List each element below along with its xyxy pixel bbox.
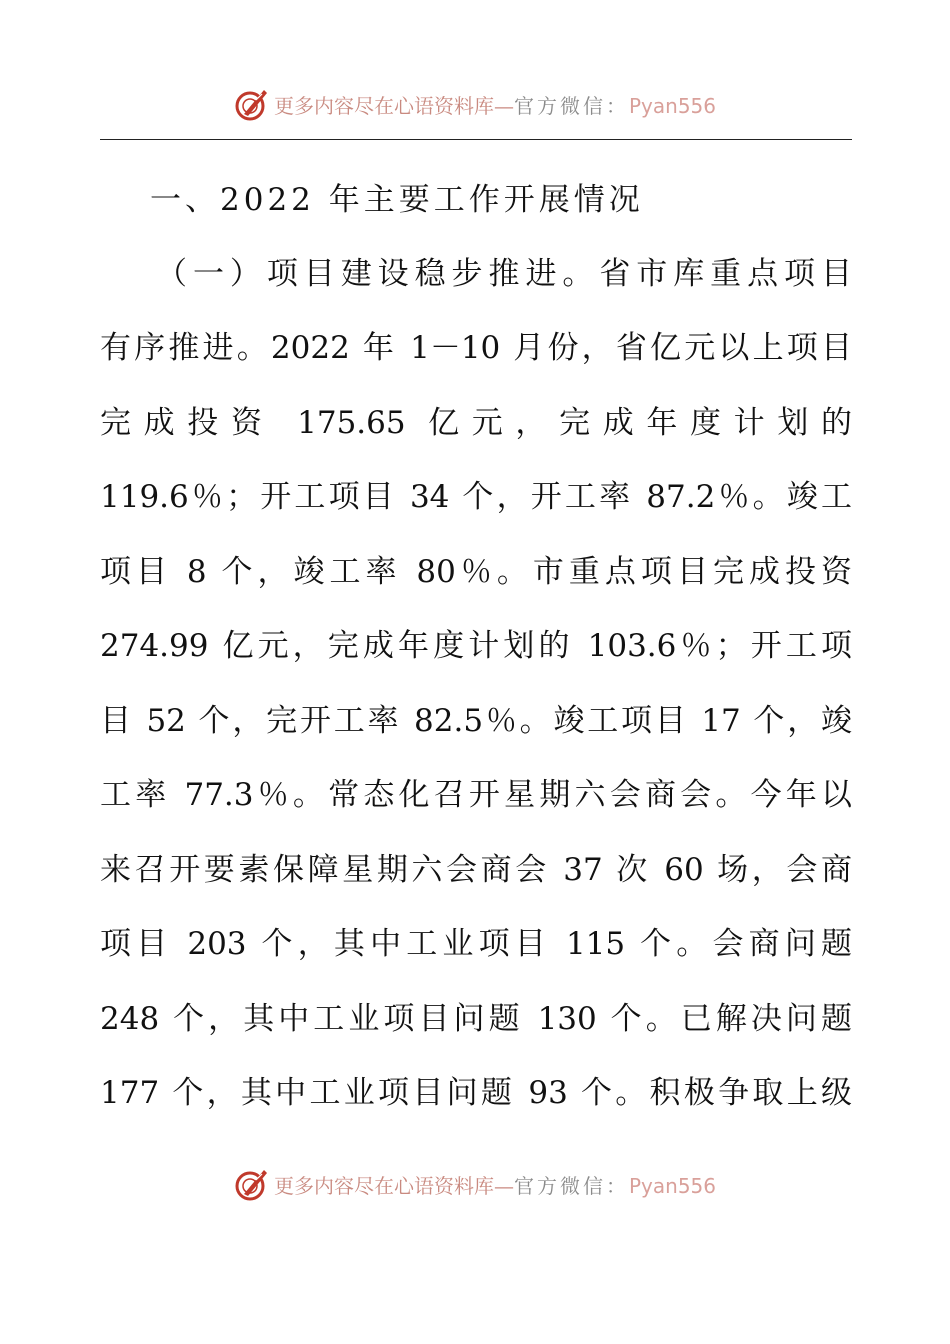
paragraph-line: 完成投资 175.65 亿元，完成年度计划的 bbox=[100, 405, 852, 441]
quill-pen-logo-icon bbox=[234, 1166, 270, 1202]
section-heading: 一、2022 年主要工作开展情况 bbox=[150, 182, 644, 218]
banner-site-text: 更多内容尽在心语资料库— bbox=[273, 1173, 514, 1198]
paragraph-line: 有序推进。2022 年 1－10 月份，省亿元以上项目 bbox=[100, 330, 852, 366]
banner-site-text: 更多内容尽在心语资料库— bbox=[273, 93, 514, 118]
paragraph-line: 177 个，其中工业项目问题 93 个。积极争取上级 bbox=[100, 1075, 852, 1111]
paragraph-line: 工率 77.3％。常态化召开星期六会商会。今年以 bbox=[100, 777, 852, 813]
paragraph-line: 来召开要素保障星期六会商会 37 次 60 场，会商 bbox=[100, 852, 852, 888]
paragraph-line: 274.99 亿元，完成年度计划的 103.6％；开工项 bbox=[100, 628, 852, 664]
banner-wechat-id: Pyan556 bbox=[628, 1173, 716, 1198]
paragraph-line: 119.6％；开工项目 34 个，开工率 87.2％。竣工 bbox=[100, 479, 852, 515]
banner-wechat-label: 官方微信： bbox=[513, 1173, 629, 1198]
header-divider bbox=[100, 139, 852, 140]
paragraph-line: 项目 203 个，其中工业项目 115 个。会商问题 bbox=[100, 926, 852, 962]
footer-banner bbox=[0, 1162, 950, 1206]
banner-text bbox=[274, 1170, 716, 1199]
paragraph-line: 248 个，其中工业项目问题 130 个。已解决问题 bbox=[100, 1001, 852, 1037]
banner-text bbox=[274, 90, 716, 119]
banner-wechat-id: Pyan556 bbox=[628, 93, 716, 118]
header-banner bbox=[0, 82, 950, 126]
paragraph-line: 项目 8 个，竣工率 80％。市重点项目完成投资 bbox=[100, 554, 852, 590]
quill-pen-logo-icon bbox=[234, 86, 270, 122]
paragraph-line: 目 52 个，完开工率 82.5％。竣工项目 17 个，竣 bbox=[100, 703, 852, 739]
banner-wechat-label: 官方微信： bbox=[513, 93, 629, 118]
paragraph-line: （一）项目建设稳步推进。省市库重点项目 bbox=[156, 256, 852, 292]
